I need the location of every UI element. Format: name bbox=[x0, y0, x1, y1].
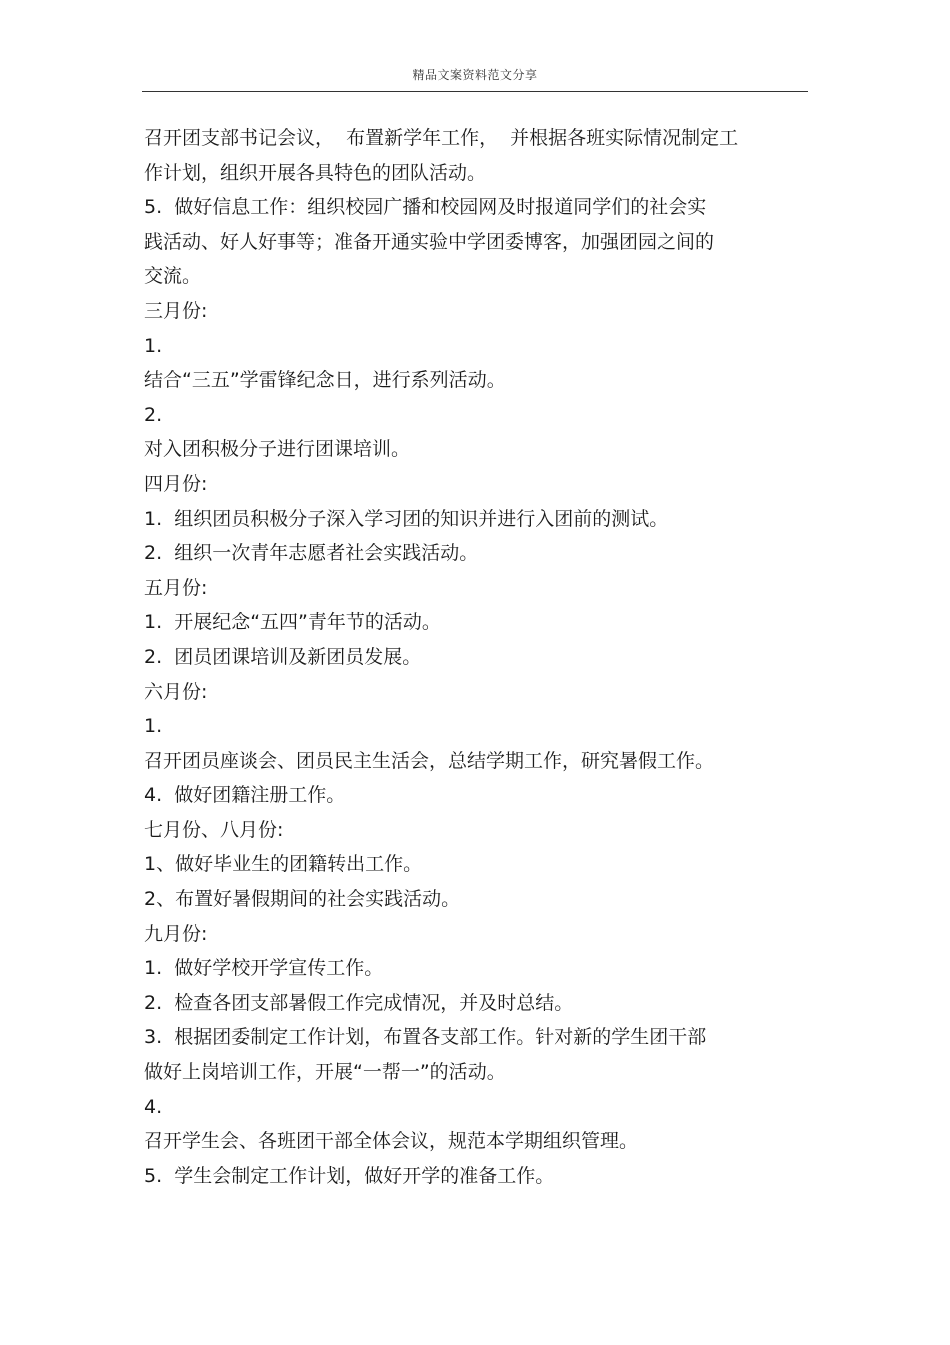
text-line: 5. 做好信息工作：组织校园广播和校园网及时报道同学们的社会实 bbox=[144, 196, 707, 219]
text-line: 交流。 bbox=[144, 265, 202, 288]
text-line: 召开学生会、各班团干部全体会议，规范本学期组织管理。 bbox=[144, 1130, 639, 1153]
list-item: 3. 根据团委制定工作计划，布置各支部工作。针对新的学生团干部 bbox=[144, 1026, 707, 1049]
section-heading: 三月份: bbox=[144, 299, 208, 322]
list-item: 2. 团员团课培训及新团员发展。 bbox=[144, 645, 422, 668]
section-heading: 六月份: bbox=[144, 680, 208, 703]
text-line: 做好上岗培训工作，开展“一帮一”的活动。 bbox=[144, 1061, 506, 1084]
text-line: 对入团积极分子进行团课培训。 bbox=[144, 438, 411, 461]
list-number: 4. bbox=[144, 1095, 163, 1118]
text-line: 践活动、好人好事等；准备开通实验中学团委博客，加强团园之间的 bbox=[144, 230, 715, 253]
text-line: 召开团支部书记会议， 布置新学年工作， 并根据各班实际情况制定工 bbox=[144, 127, 739, 149]
list-number: 1. bbox=[144, 334, 163, 357]
section-heading: 九月份: bbox=[144, 922, 208, 945]
section-heading: 七月份、八月份: bbox=[144, 818, 284, 841]
header-divider bbox=[142, 91, 808, 92]
list-item: 2. 组织一次青年志愿者社会实践活动。 bbox=[144, 542, 479, 565]
section-heading: 五月份: bbox=[144, 576, 208, 599]
list-item: 1. 组织团员积极分子深入学习团的知识并进行入团前的测试。 bbox=[144, 507, 669, 530]
list-number: 1. bbox=[144, 715, 163, 738]
text-line: 召开团员座谈会、团员民主生活会，总结学期工作，研究暑假工作。 bbox=[144, 749, 715, 772]
page-header: 精品文案资料范文分享 bbox=[412, 68, 538, 82]
text-line: 结合“三五”学雷锋纪念日，进行系列活动。 bbox=[144, 369, 506, 392]
section-heading: 四月份: bbox=[144, 472, 208, 495]
list-item: 2. 检查各团支部暑假工作完成情况，并及时总结。 bbox=[144, 991, 574, 1014]
list-item: 1. 做好学校开学宣传工作。 bbox=[144, 957, 384, 980]
list-number: 2. bbox=[144, 403, 163, 426]
list-item: 1、做好毕业生的团籍转出工作。 bbox=[144, 853, 423, 876]
list-item: 2、布置好暑假期间的社会实践活动。 bbox=[144, 888, 461, 911]
list-item: 4. 做好团籍注册工作。 bbox=[144, 784, 346, 807]
list-item: 5. 学生会制定工作计划，做好开学的准备工作。 bbox=[144, 1164, 555, 1187]
list-item: 1. 开展纪念“五四”青年节的活动。 bbox=[144, 611, 441, 634]
document-body bbox=[144, 121, 808, 1193]
text-line: 作计划，组织开展各具特色的团队活动。 bbox=[144, 161, 487, 184]
